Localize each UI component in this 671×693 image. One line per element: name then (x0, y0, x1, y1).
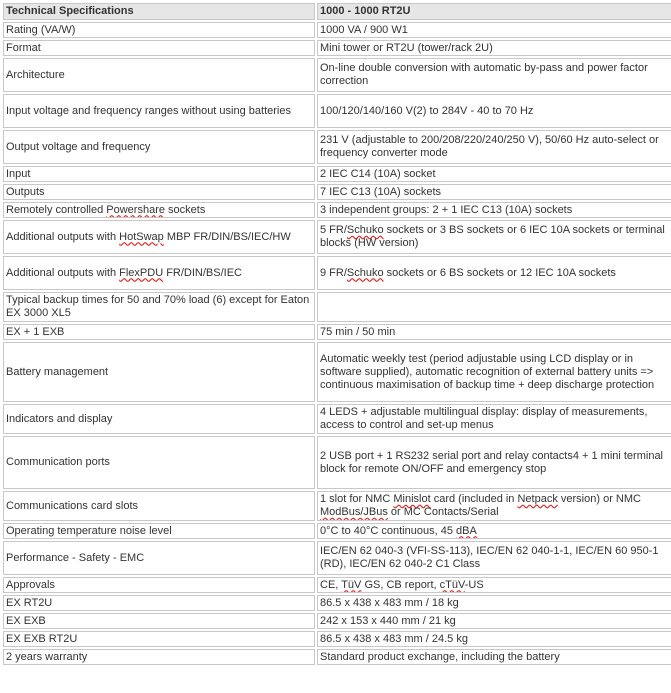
spec-value: 5 FR/Schuko sockets or 3 BS sockets or 6 IEC 10A sockets or terminal blocks (HW version) (317, 220, 671, 254)
table-row (3, 595, 671, 611)
spec-label: Performance - Safety - EMC (3, 541, 315, 575)
spec-label: Additional outputs with FlexPDU FR/DIN/BS/IEC (3, 256, 315, 290)
table-row (3, 436, 671, 489)
spec-label: Additional outputs with HotSwap MBP FR/DIN/BS/IEC/HW (3, 220, 315, 254)
table-row (3, 58, 671, 92)
spec-label: 2 years warranty (3, 649, 315, 665)
spec-value: 86.5 x 438 x 483 mm / 24.5 kg (317, 631, 671, 647)
spec-label: Outputs (3, 184, 315, 200)
spec-value: 9 FR/Schuko sockets or 6 BS sockets or 12 IEC 10A sockets (317, 256, 671, 290)
table-row (3, 523, 671, 539)
spec-value: IEC/EN 62 040-3 (VFI-SS-113), IEC/EN 62 040-1-1, IEC/EN 60 950-1 (RD), IEC/EN 62 040-2 C1 Class (317, 541, 671, 575)
spec-value: 242 x 153 x 440 mm / 21 kg (317, 613, 671, 629)
spec-label: EX + 1 EXB (3, 324, 315, 340)
spec-value: Standard product exchange, including the battery (317, 649, 671, 665)
spec-label: EX EXB (3, 613, 315, 629)
table-row (3, 94, 671, 128)
spec-value: 3 independent groups: 2 + 1 IEC C13 (10A) sockets (317, 202, 671, 218)
spec-label: Approvals (3, 577, 315, 593)
spec-value: 7 IEC C13 (10A) sockets (317, 184, 671, 200)
spec-label: Architecture (3, 58, 315, 92)
table-header-row (3, 3, 671, 20)
table-row (3, 184, 671, 200)
spec-value: On-line double conversion with automatic by-pass and power factor correction (317, 58, 671, 92)
spec-label: Indicators and display (3, 404, 315, 434)
spec-value: 100/120/140/160 V(2) to 284V - 40 to 70 Hz (317, 94, 671, 128)
spec-label: Communication ports (3, 436, 315, 489)
spec-value: 86.5 x 438 x 483 mm / 18 kg (317, 595, 671, 611)
spec-label: Operating temperature noise level (3, 523, 315, 539)
spec-label: Typical backup times for 50 and 70% load (6) except for Eaton EX 3000 XL5 (3, 292, 315, 322)
spec-label: Output voltage and frequency (3, 130, 315, 164)
table-row (3, 292, 671, 322)
table-row (3, 631, 671, 647)
spec-value: 75 min / 50 min (317, 324, 671, 340)
table-row (3, 256, 671, 290)
table-row (3, 202, 671, 218)
specs-table (1, 1, 671, 667)
spec-value: 4 LEDS + adjustable multilingual display: display of measurements, access to control and set-up menus (317, 404, 671, 434)
header-value-cell: 1000 - 1000 RT2U (317, 3, 671, 20)
spec-value: Mini tower or RT2U (tower/rack 2U) (317, 40, 671, 56)
table-row (3, 324, 671, 340)
spec-label: Remotely controlled Powershare sockets (3, 202, 315, 218)
spec-value: 0°C to 40°C continuous, 45 dBA (317, 523, 671, 539)
spec-label: Input (3, 166, 315, 182)
table-row (3, 541, 671, 575)
table-row (3, 491, 671, 521)
table-row (3, 22, 671, 38)
spec-label: Communications card slots (3, 491, 315, 521)
header-label-cell: Technical Specifications (3, 3, 315, 20)
table-row (3, 40, 671, 56)
spec-label: EX RT2U (3, 595, 315, 611)
spec-value: 231 V (adjustable to 200/208/220/240/250 V), 50/60 Hz auto-select or frequency converter mode (317, 130, 671, 164)
spec-value: Automatic weekly test (period adjustable using LCD display or in software supplied), automatic recognition of external battery units => continuous maximisation of backup time + deep discharge protection (317, 342, 671, 402)
table-row (3, 404, 671, 434)
spec-label: Format (3, 40, 315, 56)
table-row (3, 220, 671, 254)
spec-value: 1 slot for NMC Minislot card (included in Netpack version) or NMC ModBus/JBus or MC Contacts/Serial (317, 491, 671, 521)
spec-label: Input voltage and frequency ranges without using batteries (3, 94, 315, 128)
table-row (3, 613, 671, 629)
spec-label: EX EXB RT2U (3, 631, 315, 647)
spec-value (317, 292, 671, 322)
spec-label: Battery management (3, 342, 315, 402)
spec-value: 2 USB port + 1 RS232 serial port and relay contacts4 + 1 mini terminal block for remote ON/OFF and emergency stop (317, 436, 671, 489)
spec-label: Rating (VA/W) (3, 22, 315, 38)
table-row (3, 130, 671, 164)
spec-sheet (1, 1, 668, 667)
table-row (3, 577, 671, 593)
spec-value: CE, TüV GS, CB report, cTüV-US (317, 577, 671, 593)
spec-value: 2 IEC C14 (10A) socket (317, 166, 671, 182)
spec-value: 1000 VA / 900 W1 (317, 22, 671, 38)
table-row (3, 342, 671, 402)
table-row (3, 649, 671, 665)
table-row (3, 166, 671, 182)
